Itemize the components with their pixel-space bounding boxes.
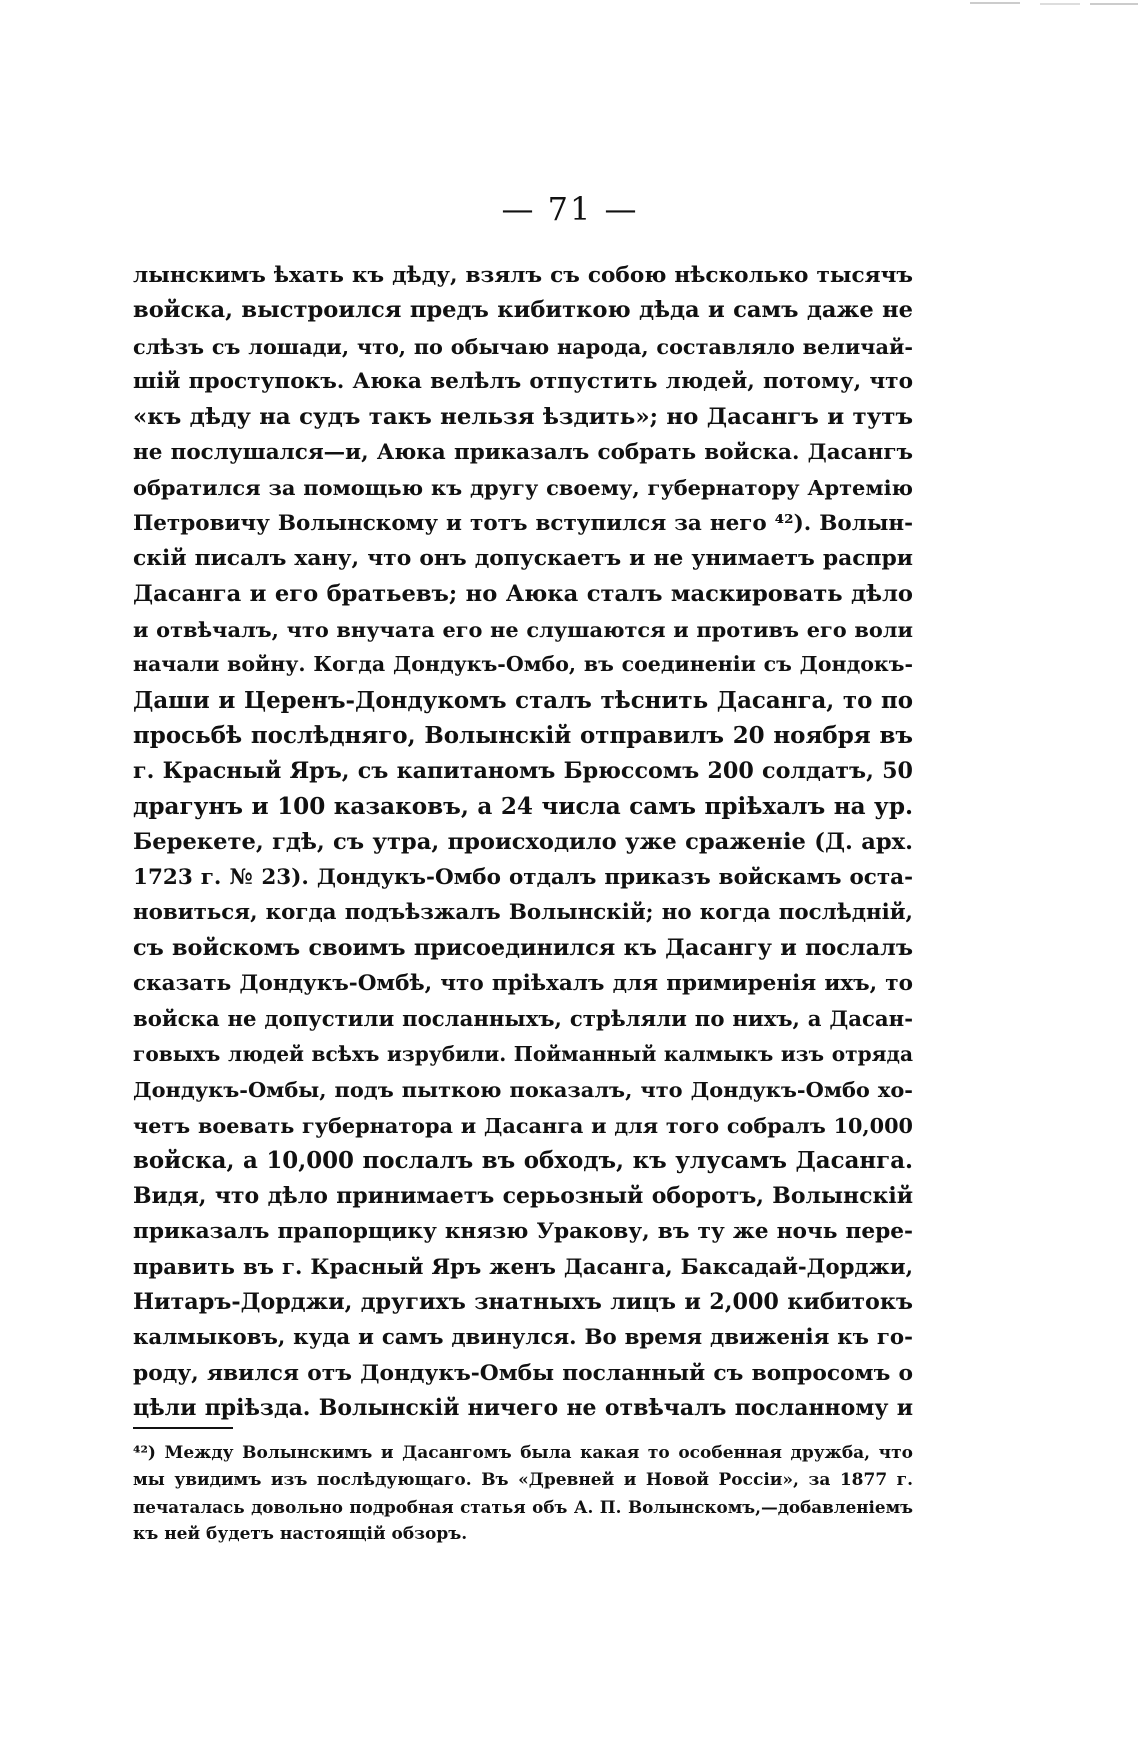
text-line: Нитаръ-Дорджи, другихъ знатныхъ лицъ и 2,000 кибитокъ [133, 1288, 913, 1315]
text-line: скій писалъ хану, что онъ допускаетъ и не унимаетъ распри [133, 545, 913, 572]
text-line: Петровичу Волынскому и тотъ вступился за него ⁴²). Волын- [133, 510, 913, 536]
text-line: цѣли пріѣзда. Волынскій ничего не отвѣчалъ посланному и [133, 1395, 913, 1421]
text-line: съ войскомъ своимъ присоединился къ Дасангу и послалъ [133, 934, 913, 961]
text-line: и отвѣчалъ, что внучата его не слушаются и противъ его воли [133, 617, 913, 643]
text-line: роду, явился отъ Дондукъ-Омбы посланный съ вопросомъ о [133, 1360, 913, 1386]
page-number: — 71 — [501, 190, 639, 228]
text-line: войска, а 10,000 послалъ въ обходъ, къ улусамъ Дасанга. [133, 1147, 913, 1175]
text-line: Видя, что дѣло принимаетъ серьозный оборотъ, Волынскій [133, 1182, 913, 1209]
text-line: войска, выстроился предъ кибиткою дѣда и самъ даже не [133, 297, 913, 324]
text-line: Берекете, гдѣ, съ утра, происходило уже сраженіе (Д. арх. [133, 828, 913, 855]
text-line: сказать Дондукъ-Омбѣ, что пріѣхалъ для примиренія ихъ, то [133, 971, 913, 997]
text-line: г. Красный Яръ, съ капитаномъ Брюссомъ 200 солдатъ, 50 [133, 757, 913, 784]
footnote-line: печаталась довольно подробная статья объ А. П. Волынскомъ,—добавленіемъ [133, 1497, 913, 1517]
text-line: четъ воевать губернатора и Дасанга и для того собралъ 10,000 [133, 1112, 913, 1138]
text-line: слѣзъ съ лошади, что, по обычаю народа, составляло величай- [133, 333, 913, 359]
text-line: говыхъ людей всѣхъ изрубили. Пойманный калмыкъ изъ отряда [133, 1041, 913, 1066]
footnote-divider [133, 1427, 233, 1429]
text-line: лынскимъ ѣхать къ дѣду, взялъ съ собою нѣсколько тысячъ [133, 263, 913, 288]
text-line: калмыковъ, куда и самъ двинулся. Во время движенія къ го- [133, 1325, 913, 1351]
text-line: драгунъ и 100 казаковъ, а 24 числа самъ пріѣхалъ на ур. [133, 793, 913, 821]
text-line: «къ дѣду на судъ такъ нельзя ѣздить»; но Дасангъ и тутъ [133, 403, 913, 430]
footnote-line: мы увидимъ изъ послѣдующаго. Въ «Древней и Новой Россіи», за 1877 г. [133, 1470, 913, 1490]
main-text [133, 258, 913, 1426]
text-line: обратился за помощью къ другу своему, губернатору Артемію [133, 475, 913, 501]
footnote-line: ⁴²) Между Волынскимъ и Дасангомъ была какая то особенная дружба, что [133, 1443, 913, 1463]
footnote [133, 1440, 913, 1548]
text-line: приказалъ прапорщику князю Уракову, въ ту же ночь пере- [133, 1218, 913, 1244]
text-line: не послушался—и, Аюка приказалъ собрать войска. Дасангъ [133, 440, 913, 466]
text-line: войска не допустили посланныхъ, стрѣляли по нихъ, а Дасан- [133, 1006, 913, 1032]
text-line: Даши и Церенъ-Дондукомъ сталъ тѣснить Дасанга, то по [133, 686, 913, 714]
footnote-line: къ ней будетъ настоящій обзоръ. [133, 1524, 468, 1544]
text-line: просьбѣ послѣдняго, Волынскій отправилъ 20 ноября въ [133, 722, 913, 750]
text-line: Дондукъ-Омбы, подъ пыткою показалъ, что Дондукъ-Омбо хо- [133, 1077, 913, 1103]
text-line: править въ г. Красный Яръ женъ Дасанга, Баксадай-Дорджи, [133, 1254, 913, 1280]
scan-artifact [960, 0, 1140, 8]
text-line: начали войну. Когда Дондукъ-Омбо, въ соединеніи съ Дондокъ- [133, 652, 913, 677]
text-line: Дасанга и его братьевъ; но Аюка сталъ маскировать дѣло [133, 580, 913, 607]
text-line: новиться, когда подъѣзжалъ Волынскій; но когда послѣдній, [133, 900, 913, 926]
text-line: 1723 г. № 23). Дондукъ-Омбо отдалъ приказъ войскамъ оста- [133, 864, 913, 890]
text-line: шій проступокъ. Аюка велѣлъ отпустить людей, потому, что [133, 369, 913, 395]
